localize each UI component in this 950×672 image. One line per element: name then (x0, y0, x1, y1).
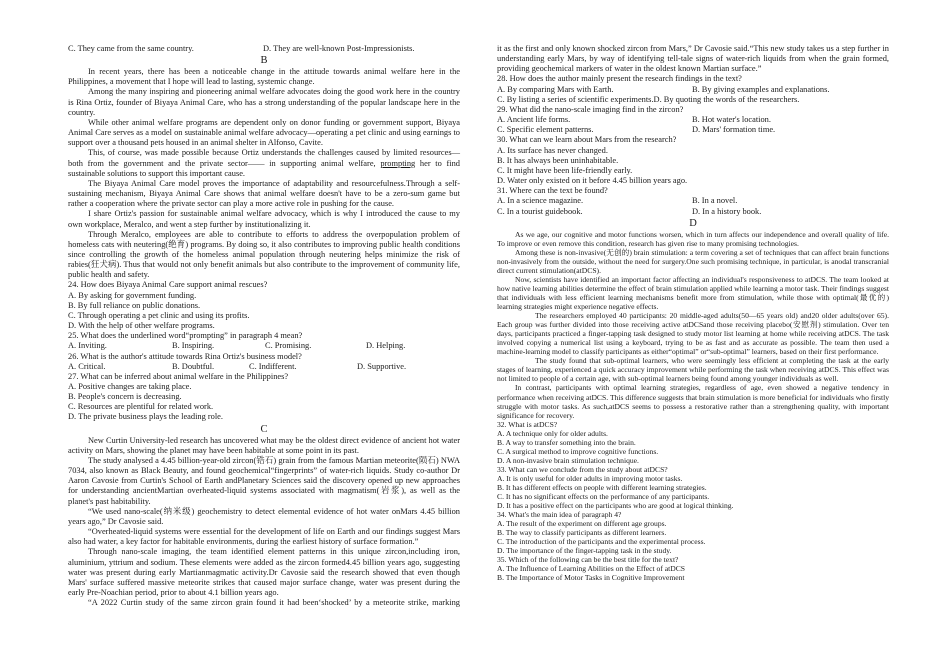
answer-option: C. Through operating a pet clinic and using its profits. (68, 310, 250, 320)
answer-option: A. Critical. (68, 361, 106, 371)
answer-option: B. Doubtful. (172, 361, 215, 371)
option-row (497, 95, 889, 105)
answer-option: C. They came from the same country. (68, 44, 194, 53)
passage-paragraph: Among the many inspiring and pioneering animal welfare advocates doing the good work here in the country is Rina Ortiz, founder of Biyaya Animal Care, who has a strong understanding of the popular landscape here in the country. (68, 87, 460, 117)
answer-option: D. In a history book. (692, 206, 762, 216)
answer-option: D. Water only existed on it before 4.45 billion years ago. (497, 176, 688, 186)
answer-option: B. It has different effects on people with different learning strategies. (497, 482, 707, 492)
option-row (497, 207, 889, 217)
question-stem: 30. What can we learn about Mars from the research? (497, 135, 677, 145)
answer-option: B. People's concern is decreasing. (68, 392, 182, 402)
option-row (68, 341, 460, 351)
passage-paragraph: “Overheated-liquid systems were essential for the development of life on Earth and our findings suggest Mars also had water, a key factor for habitable environments, during the earliest history of surface formation.” (68, 527, 460, 547)
answer-option: D. A non-invasive brain stimulation technique. (497, 455, 639, 465)
question-27 (68, 372, 460, 423)
section-b-heading: B (260, 55, 268, 67)
passage-paragraph: Now, scientists have identified an important factor affecting an individual's responsiveness to atDCS. The team looked at how native learning abilities determine the effect of brain stimulation applied while learning a motor task. Their findings suggest that individuals with less efficient learning mechanisms benefit more from stimulation, while those with optimal(最优的) learning strategies might experience negative effects. (497, 274, 889, 312)
answer-option: B. It has always been uninhabitable. (497, 155, 619, 165)
answer-option: D. Mars' formation time. (692, 125, 776, 135)
passage-paragraph-continued: “A 2022 Curtin study of the same zircon grain found it had been‘shocked’ by a meteorite strike, marking (88, 598, 460, 608)
section-d-body (497, 230, 889, 583)
answer-option: C. Resources are plentiful for related work. (68, 402, 214, 412)
section-c-heading: C (260, 423, 268, 435)
answer-option: B. A way to transfer something into the brain. (497, 437, 636, 447)
passage-paragraph: I share Ortiz's passion for sustainable animal welfare advocacy, which is why I introduced the cause to my own workplace, Meralco, and went a step further by institutionalizing it. (68, 209, 460, 229)
option-row (497, 196, 889, 206)
answer-option: A. Inviting. (68, 341, 107, 351)
option-row (68, 362, 460, 372)
answer-option: D. They are well-known Post-Impressionists. (263, 44, 415, 53)
question-stem: 27. What can be inferred about animal welfare in the Philippines? (68, 371, 289, 381)
answer-option: B. Inspiring. (172, 341, 215, 351)
question-29 (497, 105, 889, 135)
answer-option: B. By giving examples and explanations. (692, 84, 830, 94)
answer-option: C. It has no significant effects on the performance of any participants. (497, 492, 710, 502)
question-35 (497, 555, 889, 582)
question-25 (68, 331, 460, 351)
answer-option: A. A technique only for older adults. (497, 428, 608, 438)
answer-option: D. It has a positive effect on the participants who are good at logical thinking. (497, 501, 734, 511)
passage-paragraph (68, 148, 460, 178)
passage-paragraph: The study analysed a 4.45 billion-year-old zircon(锆石) grain from the famous Martian meteorite(陨石) NWA 7034, also known as Black Beauty, and found geochemical“fingerprints” of water-rich liquids. Study co-author Dr Aaron Cavosie from Curtin's School of Earth andPlanetary Sciences said the discovery opened up new approaches for understanding ancientMartian overheated-liquid systems associated with magmatism(岩浆), as well as the planet's past habitability. (68, 455, 460, 506)
answer-option: D. Supportive. (357, 361, 407, 371)
option-row (497, 85, 889, 95)
answer-option: A. Its surface has never changed. (497, 145, 608, 155)
passage-paragraph: Through Meralco, employees are able to contribute to efforts to address the overpopulation problem of homeless cats with neutering(绝育) programs. By doing so, it also contributes to improving public health conditions since controlling the growth of the homeless animal population through neutering helps minimize the risk of rabies(狂犬病). Thus that would not only benefit animals but also contribute to the improvement of community life, public health and safety. (68, 229, 460, 280)
option-row (497, 125, 889, 135)
answer-option: C. The introduction of the participants and the experimental process. (497, 537, 706, 547)
passage-paragraph: Through nano-scale imaging, the team identified element patterns in this unique zircon,including iron, aluminium, yttrium and sodium. These elements were added as the zircon formed4.45 billion years ago, suggesting water was present during early Martianmagmatic activity.Dr Cavosie said the research showed that even though Mars' surface suffered massive meteorite strikes that caused major surface change, water was present during the early Pre-Noachian period, prior to about 4.1 billion years ago. (68, 547, 460, 597)
paragraph-text: her to find sustainable solutions to support this important cause. (68, 158, 460, 178)
passage-paragraph-continuation: it as the first and only known shocked zircon from Mars,” Dr Cavosie said.“This new study takes us a step further in understanding early Mars, by way of identifying tell-tale signs of water-rich liquids from when the grain formed, providing geochemical markers of water in the oldest known Martian surface.” (497, 44, 889, 74)
question-stem: 33. What can we conclude from the study about atDCS? (497, 464, 668, 474)
paragraph-text: This, of course, was made possible because Ortiz understands the challenges caused by limited resources— both from the government and the private sector—— in supporting animal welfare, (68, 148, 460, 168)
answer-option: A. Positive changes are taking place. (68, 382, 192, 391)
answer-option: A. In a science magazine. (497, 196, 584, 206)
answer-option: C. In a tourist guidebook. (497, 206, 583, 216)
question-stem: 24. How does Biyaya Animal Care support animal rescues? (68, 280, 268, 290)
answer-option: B. The way to classify participants as different learners. (497, 528, 667, 538)
passage-paragraph: While other animal welfare programs are dependent only on donor funding or government support, Biyaya Animal Care serves as a model on sustainable animal welfare advocacy—operating a pet clinic and using earnings to support over a thousand pets housed in an animal shelter in Alfonso, Cavite. (68, 117, 460, 148)
answer-option: D. Helping. (366, 341, 406, 351)
question-34 (497, 510, 889, 555)
answer-option: C. It might have been life-friendly early. (497, 165, 633, 175)
question-30 (497, 135, 889, 186)
answer-option: D. The private business plays the leading role. (68, 412, 223, 422)
answer-option: B. Hot water's location. (692, 115, 771, 125)
question-stem: 25. What does the underlined word“prompting” in paragraph 4 mean? (68, 331, 303, 341)
question-stem: 32. What is atDCS? (497, 419, 558, 429)
answer-option: D. The importance of the finger-tapping task in the study. (497, 546, 672, 556)
question-32 (497, 420, 889, 465)
answer-option: D. With the help of other welfare programs. (68, 321, 215, 331)
answer-option: A. By comparing Mars with Earth. (497, 84, 614, 94)
answer-option: B. In a novel. (692, 196, 738, 206)
answer-option: C. Promising. (265, 341, 312, 351)
section-d-heading: D (689, 217, 697, 229)
answer-option: B. By full reliance on public donations. (68, 300, 201, 310)
question-33 (497, 465, 889, 510)
underlined-word: prompting (380, 158, 416, 168)
answer-option: A. The result of the experiment on different age groups. (497, 519, 667, 529)
answer-option: D. By quoting the words of the researchers. (653, 94, 800, 104)
passage-paragraph: The researchers employed 40 participants: 20 middle-aged adults(50—65 years old) and20 older adults(over 65). Each group was further divided into those receiving active atDCSand those receiving placebo(安慰剂) stimulation. Over ten days, participants practiced a finger-tapping task designed to study motor list learning at home while receiving atDCS. The task involved copying a numerical list using a keyboard, trying to be as fast and as accurate as possible. The team then used a machine-learning model to classify participants as either“optimal” or“sub-optimal” learners, based on their first performance. (497, 311, 889, 357)
question-stem: 28. How does the author mainly present the research findings in the text? (497, 74, 742, 84)
previous-question-options (68, 44, 460, 54)
answer-option: C. A surgical method to improve cognitive functions. (497, 446, 659, 456)
question-26 (68, 352, 460, 372)
answer-option: C. Indifferent. (249, 361, 297, 371)
question-stem: 29. What did the nano-scale imaging find in the zircon? (497, 104, 684, 114)
passage-paragraph: In recent years, there has been a noticeable change in the attitude towards animal welfare here in the Philippines, a movement that I hope will lead to lasting, systemic change. (68, 67, 460, 87)
question-24 (68, 280, 460, 331)
answer-option: C. By listing a series of scientific experiments. (497, 94, 654, 104)
answer-option: A. Ancient life forms. (497, 115, 571, 125)
left-column (68, 44, 460, 608)
passage-paragraph: In contrast, participants with optimal learning strategies, regardless of age, even showed a negative tendency in performance when receiving atDCS. This difference suggests that brain stimulation is more beneficial for individuals who firstly struggle with motor tasks. As such,atDCS seems to possess a restorative rather than a strengthening quality, with important significance for recovery. (497, 383, 889, 420)
question-31 (497, 186, 889, 216)
passage-paragraph: As we age, our cognitive and motor functions worsen, which in turn affects our independence and overall quality of life. To improve or even remove this condition, research has given rise to many promising technologies. (497, 229, 889, 248)
question-28 (497, 74, 889, 104)
answer-option: A. By asking for government funding. (68, 290, 197, 300)
answer-option: A. It is only useful for older adults in improving motor tasks. (497, 473, 683, 483)
right-column (497, 44, 889, 582)
passage-paragraph: “We used nano-scale(纳米级) geochemistry to detect elemental evidence of hot water onMars 4.45 billion years ago,” Dr Cavosie said. (68, 506, 460, 526)
passage-paragraph: The study found that sub-optimal learners, who were seemingly less efficient at completing the task at the early stages of learning, experienced a quick accuracy improvement while performing the task when receiving atDCS. This effect was not limited to people of a certain age, with sub-optimal learners being found among younger individuals as well. (497, 356, 889, 384)
question-stem: 35. Which of the following can be the best title for the text? (497, 555, 679, 565)
passage-paragraph: New Curtin University-led research has uncovered what may be the oldest direct evidence of ancient hot water activity on Mars, showing the planet may have been habitable at some point in its past. (68, 435, 460, 455)
answer-option: B. The Importance of Motor Tasks in Cognitive Improvement (497, 573, 685, 583)
passage-paragraph: Among these is non-invasive(无创的) brain stimulation: a term covering a set of techniques that can affect brain functions non-invasively from the outside, without the need for surgery.One such promising technique, in particular, is anodal transcranial direct current stimulation(atDCS). (497, 247, 889, 275)
answer-option: C. Specific element patterns. (497, 125, 594, 135)
question-stem: 34. What's the main idea of paragraph 4? (497, 510, 622, 520)
passage-paragraph: The Biyaya Animal Care model proves the importance of adaptability and resourcefulness.Through a self-sustaining mechanism, Biyaya Animal Care shows that animal welfare doesn't have to be a zero-sum game but rather a cooperation where the private sector can play a more active role in pushing for the cause. (68, 178, 460, 209)
answer-option: A. The Influence of Learning Abilities on the Effect of atDCS (497, 564, 686, 574)
question-stem: 26. What is the author's attitude towards Rina Ortiz's business model? (68, 351, 302, 361)
option-row (497, 115, 889, 125)
question-stem: 31. Where can the text be found? (497, 186, 608, 196)
